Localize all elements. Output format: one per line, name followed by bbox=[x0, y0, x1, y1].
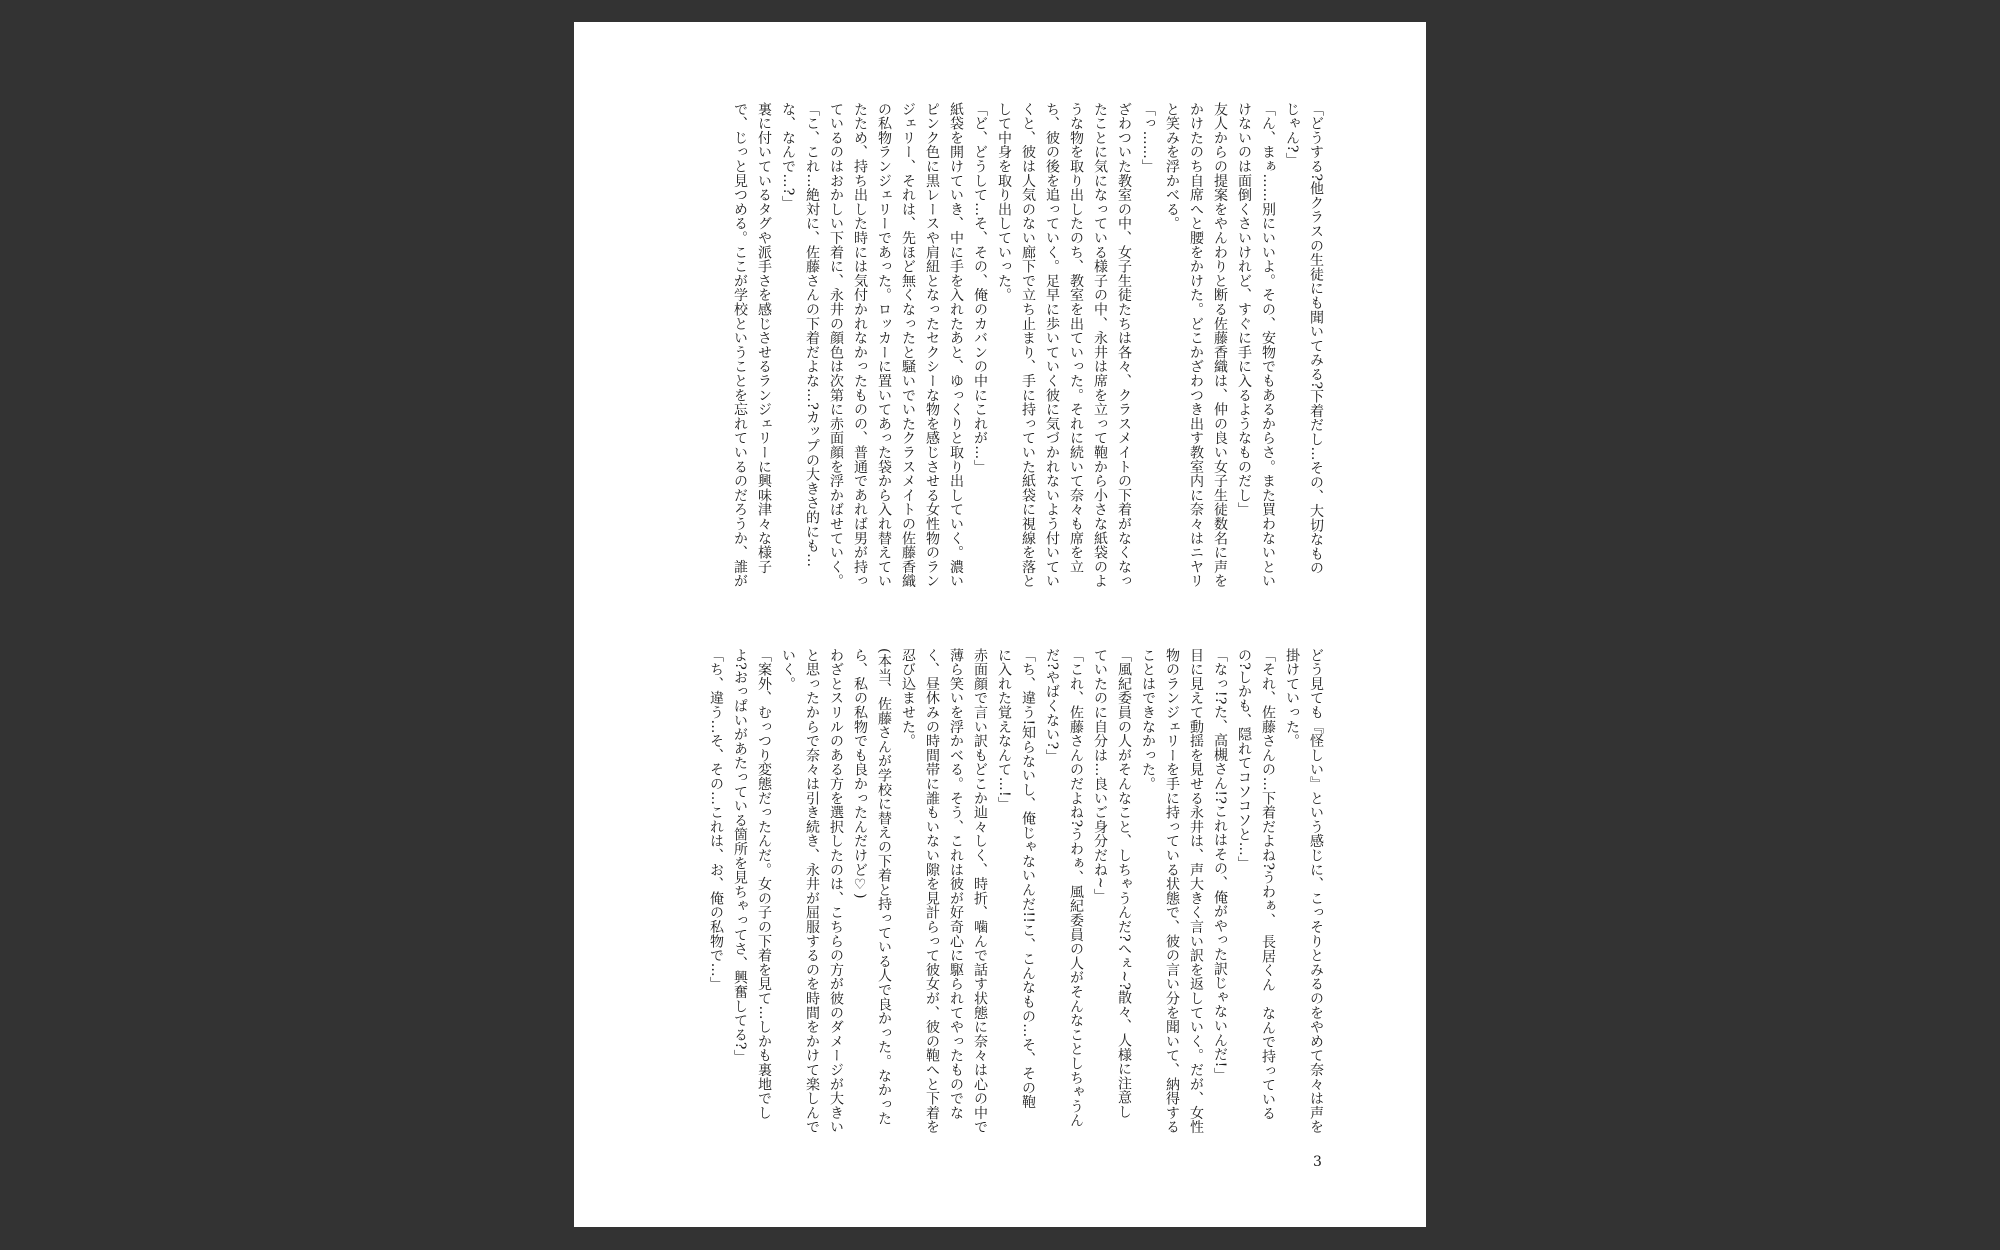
text-line: に入れた覚えなんて…!」 bbox=[996, 648, 1012, 812]
page-number: 3 bbox=[1313, 1154, 1322, 1170]
text-line: ことはできなかった。 bbox=[1140, 648, 1156, 791]
text-line: 「ち、違う…そ、その…これは、お、俺の私物で…」 bbox=[708, 648, 724, 992]
text-line: ジェリー、それは、先ほど無くなったと騒いでいたクラスメイトの佐藤香織 bbox=[900, 102, 916, 589]
text-line: 「ど、どうして…そ、その、俺のカバンの中にこれが…」 bbox=[972, 102, 988, 474]
text-block-lower bbox=[704, 648, 1328, 1138]
text-line: 物のランジェリーを手に持っている状態で、彼の言い分を聞いて、納得する bbox=[1164, 648, 1180, 1135]
text-line: 薄ら笑いを浮かべる。そう、これは彼が好奇心に駆られてやったものでな bbox=[948, 648, 964, 1120]
text-line: 「っ……」 bbox=[1140, 102, 1156, 174]
text-line: の私物ランジェリーであった。ロッカーに置いてあった袋から入れ替えてい bbox=[876, 102, 892, 589]
text-line: 目に見えて動揺を見せる永井は、声大きく言い訳を返していく。だが、女性 bbox=[1188, 648, 1204, 1135]
text-line: く、昼休みの時間帯に誰もいない隙を見計らって彼女が、彼の鞄へと下着を bbox=[924, 648, 940, 1135]
text-line: たため、持ち出した時には気付かれなかったものの、普通であれば男が持っ bbox=[852, 102, 868, 589]
document-page bbox=[574, 22, 1426, 1227]
text-line: だ?やばくない?」 bbox=[1044, 648, 1060, 764]
text-line: うな物を取り出したのち、教室を出ていった。それに続いて奈々も席を立 bbox=[1068, 102, 1084, 574]
text-line: 「それ、佐藤さんの…下着だよね?うわぁ、 長居くん なんで持っている bbox=[1260, 648, 1276, 1121]
text-line: ら、私の私物でも良かったんだけど♡) bbox=[852, 648, 868, 899]
text-line: 「風紀委員の人がそんなこと、しちゃうんだ?へぇ~?散々、人様に注意し bbox=[1116, 648, 1132, 1119]
text-line: ち、彼の後を追っていく。足早に歩いていく彼に気づかれないよう付いてい bbox=[1044, 102, 1060, 589]
text-line: いく。 bbox=[780, 648, 796, 691]
text-line: 友人からの提案をやんわりと断る佐藤香織は、仲の良い女子生徒数名に声を bbox=[1212, 102, 1228, 589]
text-line: よ?おっぱいがあたっている箇所を見ちゃってさ、興奮してる?」 bbox=[732, 648, 748, 1065]
text-line: と笑みを浮かべる。 bbox=[1164, 102, 1180, 231]
text-line: して中身を取り出していった。 bbox=[996, 102, 1012, 303]
text-line: 裏に付いているタグや派手さを感じさせるランジェリーに興味津々な様子 bbox=[756, 102, 772, 574]
text-line: 「ん、まぁ……別にいいよ。その、安物でもあるからさ。また買わないとい bbox=[1260, 102, 1276, 589]
text-line: かけたのち自席へと腰をかけた。どこかざわつき出す教室内に奈々はニヤリ bbox=[1188, 102, 1204, 589]
text-line: ていたのに自分は…良いご身分だね~」 bbox=[1092, 648, 1108, 904]
text-line: 「案外、むっつり変態だったんだ。女の子の下着を見て…しかも裏地でし bbox=[756, 648, 772, 1120]
text-line: で、じっと見つめる。ここが学校ということを忘れているのだろうか、誰が bbox=[732, 102, 748, 589]
text-line: 「これ、佐藤さんのだよね?うわぁ、風紀委員の人がそんなことしちゃうん bbox=[1068, 648, 1084, 1128]
text-line: たことに気になっている様子の中、永井は席を立って鞄から小さな紙袋のよ bbox=[1092, 102, 1108, 589]
text-line: くと、彼は人気のない廊下で立ち止まり、手に持っていた紙袋に視線を落と bbox=[1020, 102, 1036, 589]
text-line: 忍び込ませた。 bbox=[900, 648, 916, 749]
text-line: な、なんで…?」 bbox=[780, 102, 796, 210]
text-line: 「どうする?他クラスの生徒にも聞いてみる?下着だし…その、大切なもの bbox=[1308, 102, 1324, 576]
text-line: 「なっ!?た、高槻さん!?これはその、俺がやった訳じゃないんだ!」 bbox=[1212, 648, 1228, 1082]
text-line: 「ち、違う!知らないし、俺じゃないんだ!!こ、こんなもの…そ、その鞄 bbox=[1020, 648, 1036, 1110]
text-line: (本当、佐藤さんが学校に替えの下着と持っている人で良かった。なかった bbox=[876, 648, 892, 1126]
text-line: 掛けていった。 bbox=[1284, 648, 1300, 749]
text-line: ピンク色に黒レースや肩紐となったセクシーな物を感じさせる女性物のラン bbox=[924, 102, 940, 589]
text-line: 「こ、これ…絶対に、佐藤さんの下着だよな…?カップの大きさ的にも… bbox=[804, 102, 820, 568]
text-line: どう見ても『怪しい』という感じに、こっそりとみるのをやめて奈々は声を bbox=[1308, 648, 1324, 1135]
text-line: 紙袋を開けていき、中に手を入れたあと、ゆっくりと取り出していく。濃い bbox=[948, 102, 964, 589]
text-line: ざわついた教室の中、女子生徒たちは各々、クラスメイトの下着がなくなっ bbox=[1116, 102, 1132, 589]
text-line: 赤面顔で言い訳もどこか辿々しく、時折、噛んで話す状態に奈々は心の中で bbox=[972, 648, 988, 1135]
text-line: と思ったからで奈々は引き続き、永井が屈服するのを時間をかけて楽しんで bbox=[804, 648, 820, 1135]
text-line: の?しかも、隠れてコソコソと…」 bbox=[1236, 648, 1252, 871]
text-line: じゃん?」 bbox=[1284, 102, 1300, 168]
text-line: ているのはおかしい下着に、永井の顔色は次第に赤面顔を浮かばせていく。 bbox=[828, 102, 844, 589]
text-line: わざとスリルのある方を選択したのは、こちらの方が彼のダメージが大きい bbox=[828, 648, 844, 1135]
text-block-upper bbox=[728, 102, 1328, 592]
text-line: けないのは面倒くさいけれど、すぐに手に入るようなものだし」 bbox=[1236, 102, 1252, 517]
